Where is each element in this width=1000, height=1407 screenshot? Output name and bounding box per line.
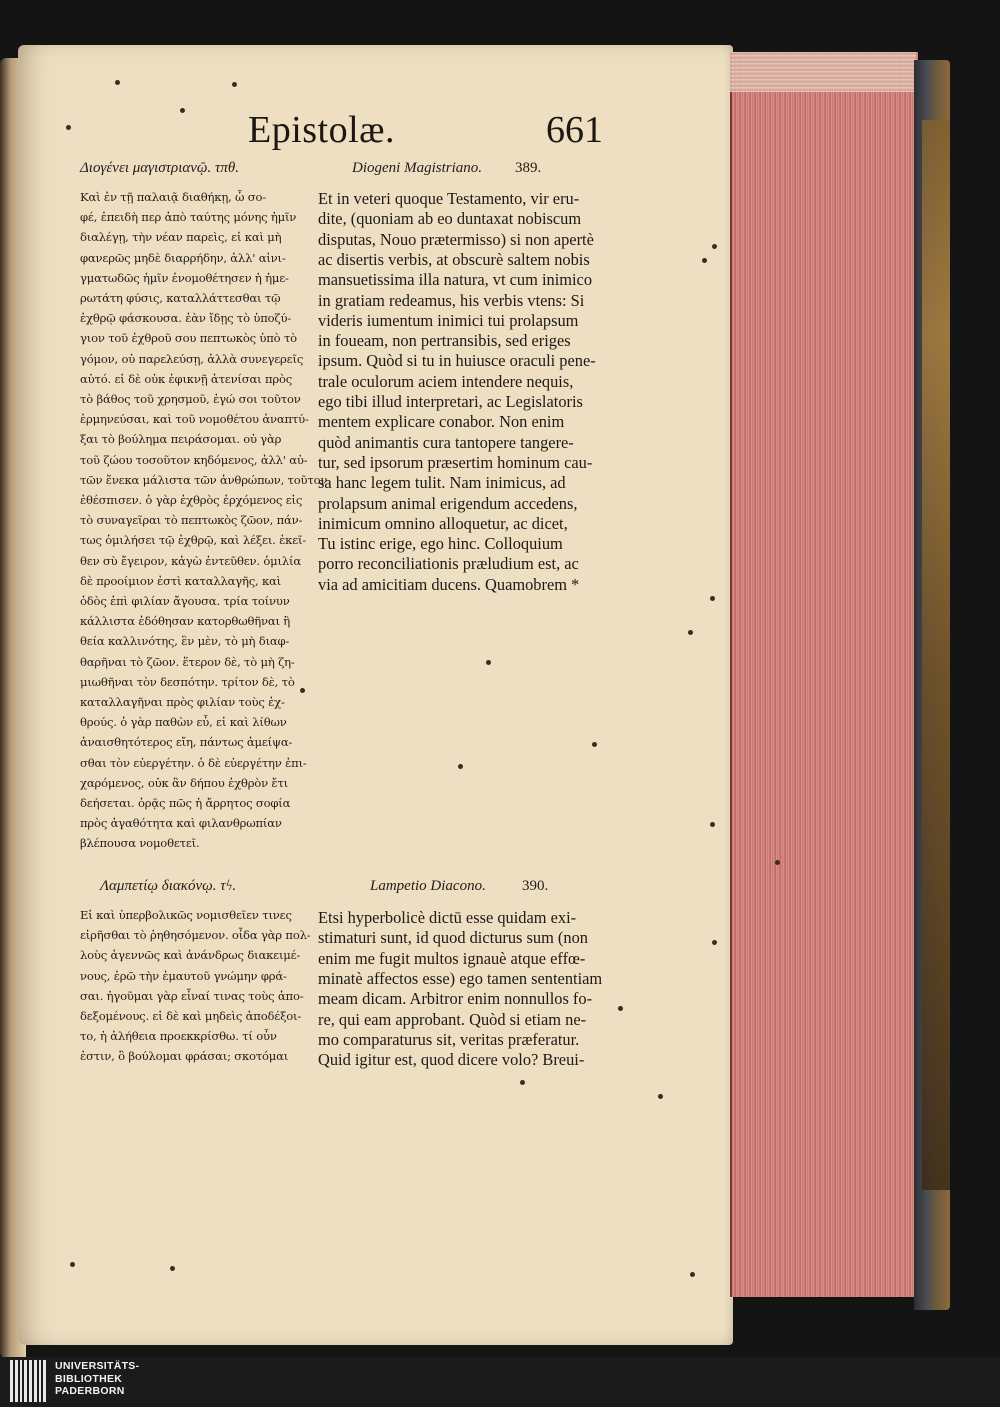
latin-line: disputas, Nouo prætermisso) si non apertè <box>318 229 594 249</box>
greek-line: τὸ συναγεῖραι τὸ πεπτωκὸς ζῶον, πάν- <box>80 513 303 528</box>
wormhole <box>66 125 71 130</box>
greek-line: θαρῆναι τὸ ζῶον. ἕτερον δὲ, τὸ μὴ ζη- <box>80 654 295 669</box>
greek-line: ρωτάτη φύσις, καταλλάττεσθαι τῷ <box>80 291 281 305</box>
greek-line: χαρόμενος, οὐκ ἂν δήπου ἐχθρὸν ἔτι <box>80 775 289 790</box>
greek-line: διαλέγῃ, τὴν νέαν παρεὶς, εἰ καὶ μὴ <box>80 230 282 245</box>
greek-line: ἐθέσπισεν. ὁ γὰρ ἐχθρὸς ἐρχόμενος εἰς <box>80 493 303 507</box>
latin-line: ac disertis verbis, at obscurè saltem nobis <box>318 249 590 269</box>
library-name <box>55 1360 139 1398</box>
greek-line: ἀναισθητότερος εἴη, πάντως ἀμείψα- <box>80 735 293 750</box>
library-name-line: UNIVERSITÄTS- <box>55 1360 140 1372</box>
latin-line: Et in veteri quoque Testamento, vir eru- <box>318 189 580 208</box>
greek-line: φανερῶς μηδὲ διαρρήδην, ἀλλ' αἰνι- <box>80 250 286 265</box>
wormhole <box>486 660 491 665</box>
latin-line: mo comparaturus sit, veritas præferatur. <box>318 1029 580 1049</box>
latin-line: mansuetissima illa natura, vt cum inimico <box>318 270 593 290</box>
greek-line: θρούς. ὁ γὰρ παθὼν εὖ, εἰ καὶ λίθων <box>80 715 287 730</box>
latin-line: in gratiam redeamus, his verbis vtens: Si <box>318 290 585 310</box>
wormhole <box>458 764 463 769</box>
page-edges-stack <box>730 52 918 1297</box>
latin-line: videris iumentum inimici tui prolapsum <box>318 310 579 330</box>
greek-line: ἑρμηνεύσαι, καὶ τοῦ νομοθέτου ἀναπτύ- <box>80 412 309 427</box>
greek-line: ἐστιν, ὃ βούλομαι φράσαι; σκοτόμαι <box>80 1049 289 1064</box>
library-logo-icon <box>10 1360 46 1402</box>
latin-line: porro reconciliationis præludium est, ac <box>318 554 579 574</box>
latin-line: meam dicam. Arbitror enim nonnullos fo- <box>318 989 593 1009</box>
greek-line: γιον τοῦ ἐχθροῦ σου πεπτωκὸς ὑπὸ τὸ <box>80 331 297 346</box>
latin-line: in foueam, non pertransibis, sed eriges <box>318 331 571 351</box>
latin-line: dite, (quoniam ab eo duntaxat nobiscum <box>318 209 582 229</box>
greek-line: τὸ βάθος τοῦ χρησμοῦ, ἐγώ σοι τοῦτον <box>80 392 301 406</box>
greek-line: ὁδὸς ἐπὶ φιλίαν ἄγουσα. τρία τοίνυν <box>80 594 290 608</box>
wormhole <box>702 258 707 263</box>
greek-line: λοὺς ἀγεννῶς καὶ ἀνάνδρως διακειμέ- <box>80 948 301 963</box>
greek-line: δὲ προοίμιον ἐστὶ καταλλαγῆς, καὶ <box>80 573 282 588</box>
greek-line: ἐχθρῷ φάσκουσα. ἐὰν ἴδῃς τὸ ὑποζύ- <box>80 311 292 326</box>
marbled-cover-band <box>922 120 950 1190</box>
greek-line: σθαι τὸν εὐεργέτην. ὁ δὲ εὐεργέτην ἐπι- <box>80 755 307 770</box>
greek-line: μιωθῆναι τὸν δεσπότην. τρίτον δὲ, τὸ <box>80 674 295 689</box>
running-title: Epistolæ. <box>248 109 396 151</box>
greek-line: βλέπουσα νομοθετεῖ. <box>80 836 200 851</box>
wormhole <box>710 822 715 827</box>
greek-line: δεήσεται. ὁρᾷς πῶς ἡ ἄρρητος σοφία <box>80 796 291 810</box>
library-name-line: PADERBORN <box>55 1385 125 1397</box>
latin-line: mentem explicare conabor. Non enim <box>318 412 565 432</box>
greek-line: αὐτό. εἰ δὲ οὐκ ἐφικνῇ ἀτενίσαι πρὸς <box>80 371 293 386</box>
latin-heading-389: Diogeni Magistriano. <box>352 160 482 176</box>
wormhole <box>688 630 693 635</box>
greek-line: Εἰ καὶ ὑπερβολικῶς νομισθεῖεν τινες <box>80 908 292 922</box>
latin-line: quòd animantis cura tantopere tangere- <box>318 432 574 452</box>
latin-line: tur, sed ipsorum præsertim hominum cau- <box>318 452 593 472</box>
latin-line: sa hanc legem tulit. Nam inimicus, ad <box>318 473 566 493</box>
wormhole <box>775 860 780 865</box>
latin-line: via ad amicitiam ducens. Quamobrem * <box>318 574 580 594</box>
greek-line: γόμον, οὐ παρελεύσῃ, ἀλλὰ συνεγερεῖς <box>80 351 304 366</box>
footer-bar <box>0 1357 1000 1407</box>
greek-line: κάλλιστα ἐδόθησαν κατορθωθῆναι ἢ <box>80 614 291 629</box>
latin-line: Etsi hyperbolicè dictū esse quidam exi- <box>318 908 577 927</box>
greek-heading-389: Διογένει μαγιστριανῷ. τπθ. <box>80 160 240 176</box>
wormhole <box>300 688 305 693</box>
latin-line: enim me fugit multos ignauè atque effœ- <box>318 948 586 968</box>
greek-line: θεν σὺ ἔγειρον, κἀγὼ ἐντεῦθεν. ὁμιλία <box>80 553 301 568</box>
latin-line: ego tibi illud interpretari, ac Legislatoris <box>318 392 583 411</box>
greek-line: εἰρῆσθαι τὸ ῥηθησόμενον. οἶδα γὰρ πολ- <box>80 928 311 943</box>
wormhole <box>712 244 717 249</box>
latin-line: re, qui eam approbant. Quòd si etiam ne- <box>318 1009 587 1029</box>
wormhole <box>115 80 120 85</box>
latin-line: Tu istinc erige, ego hinc. Colloquium <box>318 534 563 554</box>
greek-line: το, ἡ ἀλήθεια προεκκρίσθω. τί οὖν <box>80 1029 277 1044</box>
latin-heading-390: Lampetio Diacono. <box>370 878 486 894</box>
greek-line: σαι. ἡγοῦμαι γὰρ εἶναί τινας τοὺς ἀπο- <box>80 988 304 1003</box>
latin-line: Quid igitur est, quod dicere volo? Breui- <box>318 1050 585 1070</box>
greek-line: νους, ἐρῶ τὴν ἐμαυτοῦ γνώμην φρά- <box>80 968 287 983</box>
wormhole <box>658 1094 663 1099</box>
greek-line: τοῦ ζώου τοσοῦτον κηδόμενος, ἀλλ' αὐ- <box>80 452 308 467</box>
letter-number-389: 389. <box>515 160 542 176</box>
wormhole <box>232 82 237 87</box>
latin-line: stimaturi sunt, id quod dicturus sum (non <box>318 928 588 948</box>
greek-line: θεία καλλινότης, ἓν μὲν, τὸ μὴ διαφ- <box>80 634 290 649</box>
latin-line: prolapsum animal erigendum accedens, <box>318 493 578 513</box>
wormhole <box>170 1266 175 1271</box>
greek-heading-390: Λαμπετίῳ διακόνῳ. τϟ. <box>100 878 237 894</box>
greek-line: φέ, ἐπειδὴ περ ἀπὸ ταύτης μόνης ἡμῖν <box>80 210 297 225</box>
wormhole <box>712 940 717 945</box>
greek-line: πρὸς ἀγαθότητα καὶ φιλανθρωπίαν <box>80 816 282 831</box>
greek-line: γματωδῶς ἡμῖν ἐνομοθέτησεν ἡ ἡμε- <box>80 270 289 285</box>
wormhole <box>592 742 597 747</box>
wormhole <box>520 1080 525 1085</box>
page-number: 661 <box>546 109 603 151</box>
greek-line: δεξομένους. εἰ δὲ καὶ μηδεὶς ἀποδέξοι- <box>80 1009 302 1023</box>
letter-number-390: 390. <box>522 878 549 894</box>
library-name-line: BIBLIOTHEK <box>55 1372 123 1385</box>
greek-line: ξαι τὸ βούλημα πειράσομαι. οὐ γὰρ <box>80 432 282 447</box>
greek-line: τως ὁμιλήσει τῷ ἐχθρῷ, καὶ λέξει. ἐκεῖ- <box>80 533 307 548</box>
wormhole <box>710 596 715 601</box>
page-edges-top <box>730 52 916 92</box>
wormhole <box>618 1006 623 1011</box>
latin-line: trale oculorum aciem intendere nequis, <box>318 371 574 391</box>
latin-line: minatè affectos esse) ego tamen sententiam <box>318 968 603 988</box>
wormhole <box>180 108 185 113</box>
latin-line: inimicum omnino alloquetur, ac dicet, <box>318 513 568 533</box>
greek-line: τῶν ἕνεκα μάλιστα τῶν ἀνθρώπων, τοῦτον <box>80 472 328 487</box>
latin-line: ipsum. Quòd si tu in huiusce oraculi pene- <box>318 351 596 371</box>
wormhole <box>690 1272 695 1277</box>
wormhole <box>70 1262 75 1267</box>
greek-line: καταλλαγῆναι πρὸς φιλίαν τοὺς ἐχ- <box>80 695 285 709</box>
greek-line: Καὶ ἐν τῇ παλαιᾷ διαθήκῃ, ὦ σο- <box>80 190 267 204</box>
